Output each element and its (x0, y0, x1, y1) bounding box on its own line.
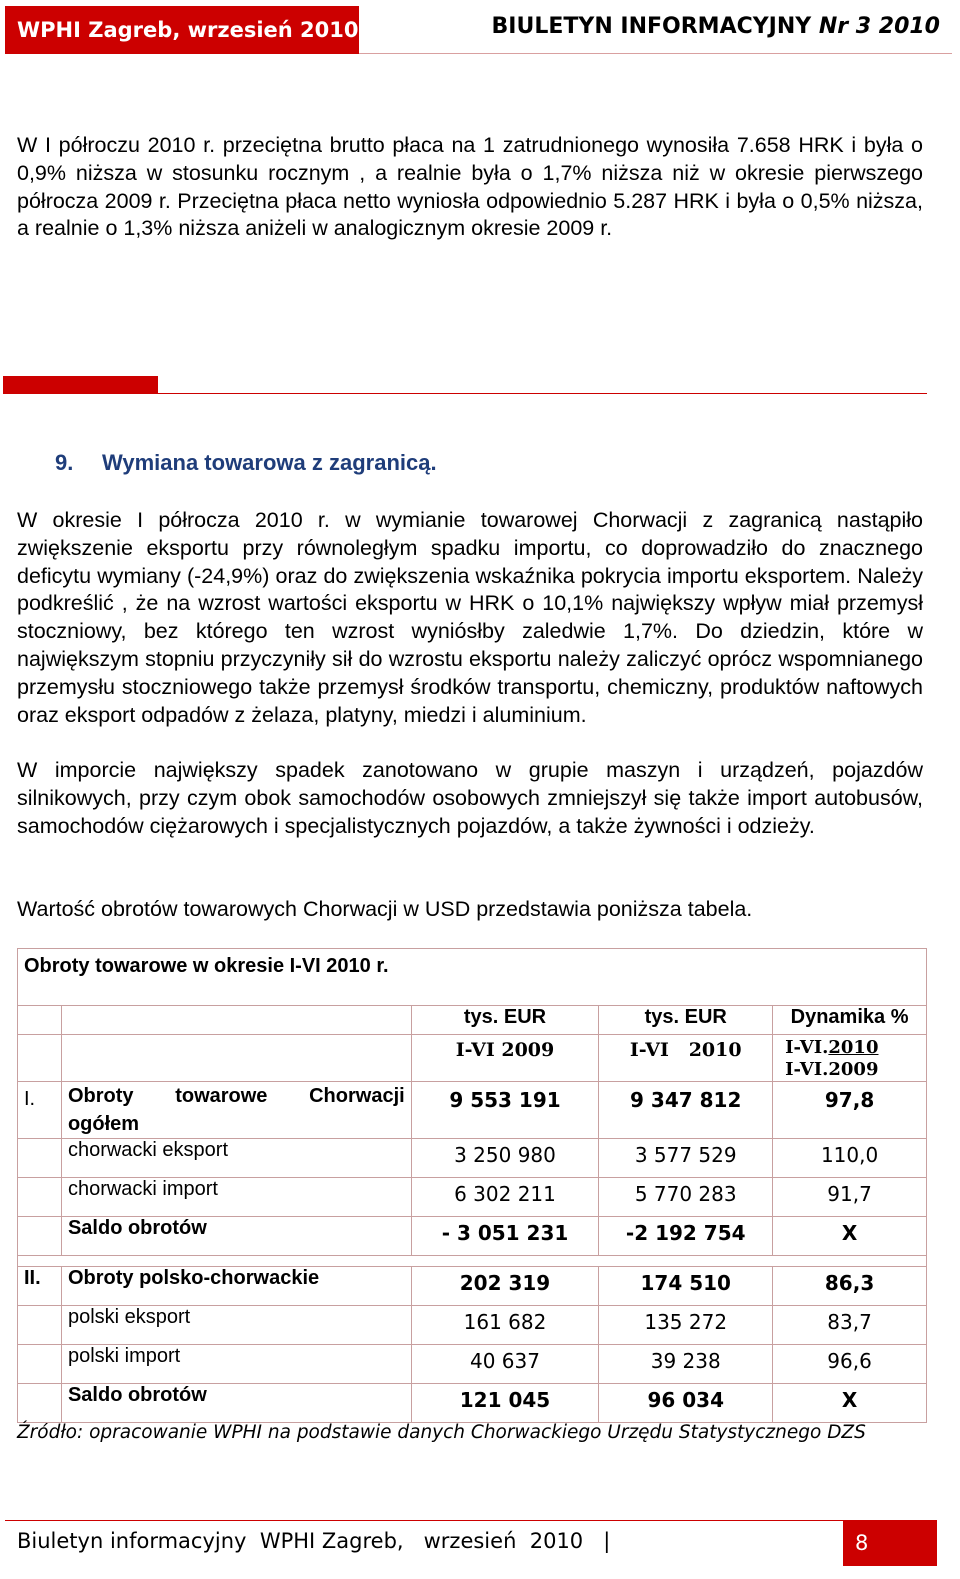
table-cell-empty (18, 1178, 62, 1217)
value-dynamics: 91,7 (773, 1178, 927, 1217)
value-2010: 174 510 (599, 1267, 773, 1306)
value-2009: 202 319 (411, 1267, 599, 1306)
footer-text: Biuletyn informacyjny WPHI Zagreb, wrzesień 2010 | (17, 1529, 611, 1553)
value-2009: 40 637 (411, 1345, 599, 1384)
row-label: Saldo obrotów (61, 1217, 411, 1256)
table-caption: Obroty towarowe w okresie I-VI 2010 r. (18, 949, 927, 1006)
value-2010: 135 272 (599, 1306, 773, 1345)
dynamics-header-bottom: I-VI.2009 (785, 1059, 879, 1080)
header-right-title (492, 14, 940, 39)
value-2010: 5 770 283 (599, 1178, 773, 1217)
unit-header-2009: tys. EUR (411, 1006, 599, 1035)
table-cell-empty (18, 1306, 62, 1345)
bulletin-number: Nr 3 2010 (818, 14, 940, 39)
table-cell-empty (18, 1384, 62, 1423)
section-number: 9. (55, 450, 74, 475)
table-cell-empty (18, 1035, 62, 1082)
header-divider (359, 53, 952, 54)
value-2010: 9 347 812 (599, 1082, 773, 1139)
value-2009: 121 045 (411, 1384, 599, 1423)
group-label-word: Chorwacji (309, 1085, 405, 1107)
value-dynamics: 83,7 (773, 1306, 927, 1345)
section-red-bar (3, 376, 158, 394)
value-dynamics: 110,0 (773, 1139, 927, 1178)
section-divider (3, 393, 927, 394)
table-cell-empty (18, 1139, 62, 1178)
group-label-line2: ogółem (67, 1113, 140, 1135)
header-left-title: WPHI Zagreb, wrzesień 2010 (5, 6, 359, 54)
row-label: polski eksport (61, 1306, 411, 1345)
dynamics-header-year: 2010 (828, 1037, 879, 1058)
table-cell-empty (61, 1035, 411, 1082)
table-cell-empty (18, 1006, 62, 1035)
group-roman-numeral: I. (18, 1082, 62, 1139)
group-label-word: towarowe (175, 1085, 268, 1107)
value-dynamics: X (773, 1384, 927, 1423)
row-label: Saldo obrotów (61, 1384, 411, 1423)
unit-header-dynamics: Dynamika % (773, 1006, 927, 1035)
table-cell-empty (18, 1345, 62, 1384)
trade-table (17, 948, 927, 1423)
group-label: Obroty polsko-chorwackie (61, 1267, 411, 1306)
period-header-2009: I-VI 2009 (411, 1035, 599, 1082)
value-dynamics: 97,8 (773, 1082, 927, 1139)
table-cell-empty (61, 1006, 411, 1035)
paragraph-trade: W okresie I półrocza 2010 r. w wymianie towarowej Chorwacji z zagranicą nastąpiło zwiększenie eksportu przy równoległym spadku importu, co doprowadziło do znacznego deficytu wymiany (-24,9%) oraz do zwiększenia wskaźnika pokrycia importu eksportem. Należy podkreślić , że na wzrost wartości eksportu w HRK o 10,1% największy wpływ miał przemysł stoczniowy, bez którego ten wzrost wyniósłby zaledwie 1,7%. Do dziedzin, które w największym stopniu przyczyniły sił do wzrostu eksportu należy zaliczyć oprócz wspomnianego przemysłu stoczniowego także przemysł środków transportu, chemiczny, produktów naftowych oraz eksport odpadów z żelaza, platyny, miedzi i aluminium. (17, 508, 923, 727)
value-dynamics: 96,6 (773, 1345, 927, 1384)
value-2010: 39 238 (599, 1345, 773, 1384)
group-label-word: Obroty (67, 1085, 134, 1107)
section-title: Wymiana towarowa z zagranicą. (102, 450, 437, 475)
value-2009: 6 302 211 (411, 1178, 599, 1217)
row-label: polski import (61, 1345, 411, 1384)
value-2009: 161 682 (411, 1306, 599, 1345)
row-label: chorwacki eksport (61, 1139, 411, 1178)
value-2010: 96 034 (599, 1384, 773, 1423)
footer-divider (5, 1520, 935, 1521)
bulletin-title: BIULETYN INFORMACYJNY (491, 14, 812, 39)
value-2010: 3 577 529 (599, 1139, 773, 1178)
value-2010: -2 192 754 (599, 1217, 773, 1256)
period-header-2010: I-VI 2010 (599, 1035, 773, 1082)
row-label: chorwacki import (61, 1178, 411, 1217)
page-number: 8 (843, 1520, 937, 1566)
value-2009: - 3 051 231 (411, 1217, 599, 1256)
table-cell-empty (18, 1217, 62, 1256)
paragraph-imports: W imporcie największy spadek zanotowano w grupie maszyn i urządzeń, pojazdów silnikowych, przy czym obok samochodów osobowych zmniejszył się także import autobusów, samochodów ciężarowych i specjalistycznych pojazdów, a także żywności i odzieży. (17, 758, 923, 838)
group-roman-numeral: II. (18, 1267, 62, 1306)
paragraph-table-intro: Wartość obrotów towarowych Chorwacji w USD przedstawia poniższa tabela. (17, 897, 753, 921)
group-label (61, 1082, 411, 1139)
paragraph-wages: W I półroczu 2010 r. przeciętna brutto płaca na 1 zatrudnionego wynosiła 7.658 HRK i była o 0,9% niższa w stosunku rocznym , a realnie była o 1,7% niższa niż w okresie pierwszego półrocza 2009 r. Przeciętna płaca netto wyniosła odpowiednio 5.287 HRK i była o 0,5% niższa, a realnie o 1,3% niższa aniżeli w analogicznym okresie 2009 r. (17, 133, 923, 241)
value-2009: 3 250 980 (411, 1139, 599, 1178)
table-gap-row (18, 1256, 927, 1267)
value-dynamics: 86,3 (773, 1267, 927, 1306)
value-dynamics: X (773, 1217, 927, 1256)
section-heading (55, 450, 437, 476)
value-2009: 9 553 191 (411, 1082, 599, 1139)
dynamics-header (773, 1035, 927, 1082)
dynamics-header-prefix: I-VI. (785, 1037, 829, 1058)
source-note: Źródło: opracowanie WPHI na podstawie danych Chorwackiego Urzędu Statystycznego DZS (17, 1422, 866, 1443)
unit-header-2010: tys. EUR (599, 1006, 773, 1035)
